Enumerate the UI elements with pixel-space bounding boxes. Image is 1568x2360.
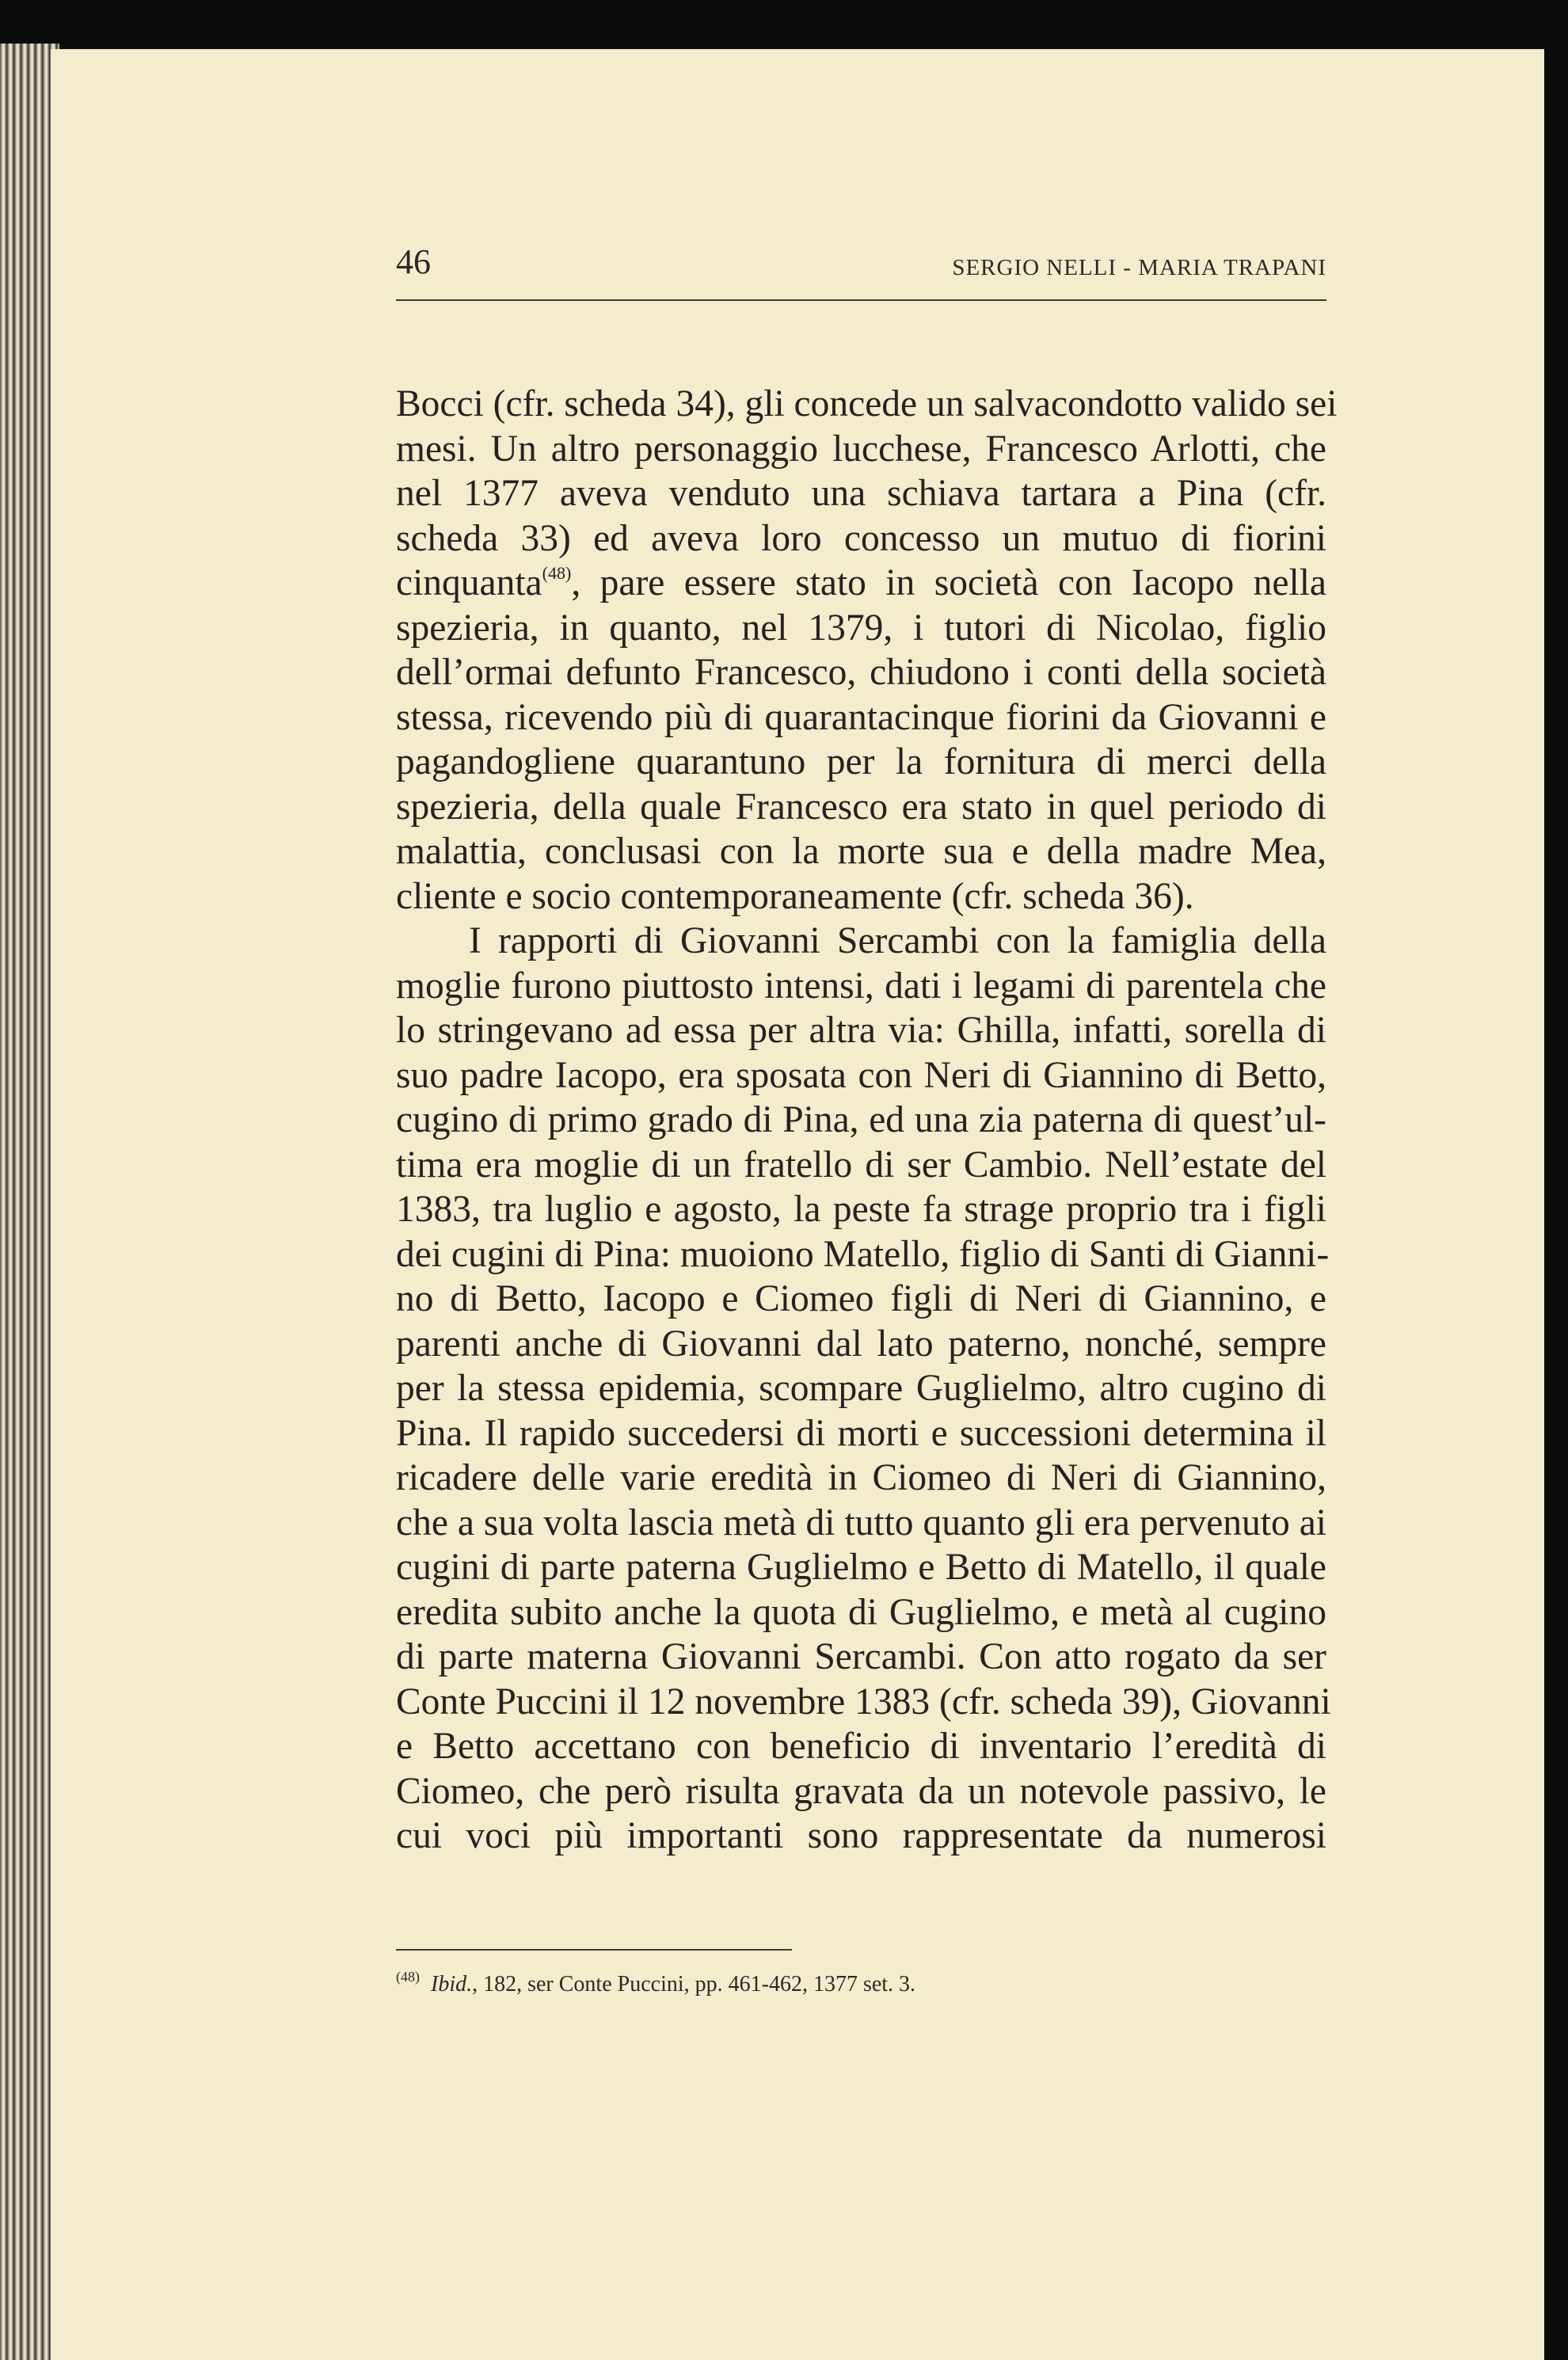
text-line: stessa, ricevendo più di quarantacinque fiorini da Giovanni e: [396, 696, 1326, 738]
footnote-text: , 182, ser Conte Puccini, pp. 461-462, 1377 set. 3.: [472, 1972, 916, 1996]
text-line: cliente e socio contemporaneamente (cfr. scheda 36).: [396, 875, 1194, 917]
text-line: suo padre Iacopo, era sposata con Neri di Giannino di Betto,: [396, 1054, 1326, 1096]
text-line: I rapporti di Giovanni Sercambi con la famiglia della: [469, 920, 1326, 961]
text-line: malattia, conclusasi con la morte sua e della madre Mea,: [396, 831, 1326, 872]
footnote-mark: (48): [396, 1969, 420, 1985]
text-line: spezieria, in quanto, nel 1379, i tutori di Nicolao, figlio: [396, 607, 1326, 649]
footnote: [396, 1969, 915, 1997]
text-line: no di Betto, Iacopo e Ciomeo figli di Neri di Giannino, e: [396, 1278, 1326, 1319]
footnote-divider: [396, 1949, 792, 1951]
text-line: per la stessa epidemia, scompare Guglielmo, altro cugino di: [396, 1368, 1326, 1409]
text-line: cugino di primo grado di Pina, ed una zia paterna di quest’ul-: [396, 1099, 1326, 1140]
text-line: eredita subito anche la quota di Guglielmo, e metà al cugino: [396, 1591, 1326, 1633]
text-line: lo stringevano ad essa per altra via: Ghilla, infatti, sorella di: [396, 1010, 1326, 1051]
text-line: cugini di parte paterna Guglielmo e Betto di Matello, il quale: [396, 1547, 1326, 1588]
text-line: scheda 33) ed aveva loro concesso un mutuo di fiorini: [396, 517, 1326, 559]
page-number: 46: [396, 242, 431, 281]
text-line: pagandogliene quarantuno per la fornitura di merci della: [396, 741, 1326, 782]
page-header: [396, 238, 1326, 301]
text-line: parenti anche di Giovanni dal lato paterno, nonché, sempre: [396, 1323, 1326, 1365]
text-line: ricadere delle varie eredità in Ciomeo di Neri di Giannino,: [396, 1457, 1326, 1498]
text-line: 1383, tra luglio e agosto, la peste fa strage proprio tra i figli: [396, 1189, 1326, 1230]
text-line: spezieria, della quale Francesco era stato in quel periodo di: [396, 786, 1326, 828]
text-line: di parte materna Giovanni Sercambi. Con atto rogato da ser: [396, 1636, 1326, 1677]
body-text: [396, 382, 1338, 1859]
text-line: moglie furono piuttosto intensi, dati i legami di parentela che: [396, 965, 1326, 1007]
text-line: dell’ormai defunto Francesco, chiudono i conti della società: [396, 652, 1326, 693]
line-start: cinquanta: [396, 562, 542, 603]
line-end: , pare essere stato in società con Iacopo nella: [571, 562, 1326, 603]
text-line: tima era moglie di un fratello di ser Cambio. Nell’estate del: [396, 1144, 1326, 1186]
text-line: [396, 561, 1326, 606]
running-head: SERGIO NELLI - MARIA TRAPANI: [952, 255, 1326, 280]
text-line: nel 1377 aveva venduto una schiava tartara a Pina (cfr.: [396, 473, 1326, 514]
text-line: Pina. Il rapido succedersi di morti e successioni determina il: [396, 1412, 1326, 1454]
text-line: Bocci (cfr. scheda 34), gli concede un salvacondotto valido sei: [396, 383, 1338, 424]
text-line: cui voci più importanti sono rappresentate da numerosi: [396, 1815, 1326, 1856]
text-line: e Betto accettano con beneficio di inventario l’eredità di: [396, 1726, 1326, 1767]
footnote-reference: (48): [542, 563, 572, 583]
text-line: Ciomeo, che però risulta gravata da un notevole passivo, le: [396, 1770, 1326, 1812]
text-line: che a sua volta lascia metà di tutto quanto gli era pervenuto ai: [396, 1502, 1326, 1544]
text-line: mesi. Un altro personaggio lucchese, Francesco Arlotti, che: [396, 428, 1326, 470]
text-line: Conte Puccini il 12 novembre 1383 (cfr. scheda 39), Giovanni: [396, 1681, 1331, 1722]
footnote-ibid: Ibid.: [431, 1972, 473, 1996]
text-line: dei cugini di Pina: muoiono Matello, figlio di Santi di Gianni-: [396, 1233, 1330, 1275]
